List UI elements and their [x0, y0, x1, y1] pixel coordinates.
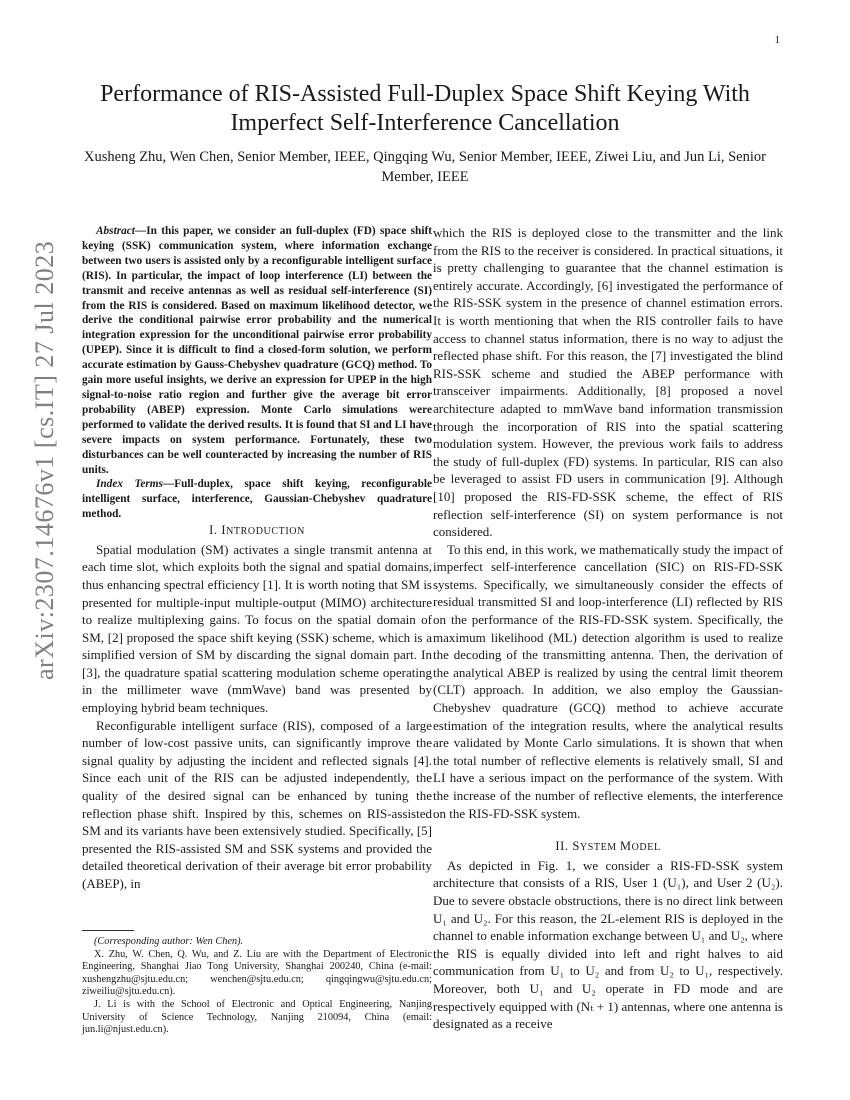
footnote-affiliation: X. Zhu, W. Chen, Q. Wu, and Z. Liu are with the Department of Electronic Engineering, Shanghai Jiao Tong University, Shanghai 200240, China (e-mail: xushengzhu@sjtu.edu.cn; wenchen@sjtu.edu.cn; qingqingwu@sjtu.edu.cn; ziweiliu@sjtu.edu.cn).	[82, 948, 432, 998]
footnote-corresponding: (Corresponding author: Wen Chen).	[94, 936, 244, 947]
index-terms-text: —Full-duplex, space shift keying, reconfigurable intelligent surface, interference, Gaussian-Chebyshev quadrature method.	[82, 478, 432, 521]
abstract	[82, 224, 432, 477]
abstract-label: Abstract	[96, 225, 135, 237]
index-terms	[82, 477, 432, 522]
body-paragraph: To this end, in this work, we mathematically study the impact of imperfect self-interference cancellation (SIC) on RIS-FD-SSK systems. Specifically, we simultaneously consider the effects of residual transmitted SI and loop-interference (LI) reflected by RIS on the performance of the RIS-FD-SSK system. Specifically, the maximum likelihood (ML) detection algorithm is used to realize the decoding of the transmitting antenna. Then, the derivation of the analytical ABEP is realized by using the central limit theorem (CLT) approach. In addition, we also employ the Gaussian-Chebyshev quadrature (GCQ) method to achieve accurate estimation of the integration results, where the analytical results are validated by Monte Carlo simulations. It is shown that when the total number of reflective elements is relatively small, SI and LI have a serious impact on the performance of the system. With the increase of the number of reflective elements, the interference on the RIS-FD-SSK system.	[433, 541, 783, 821]
author-list: Xusheng Zhu, Wen Chen, Senior Member, IEEE, Qingqing Wu, Senior Member, IEEE, Ziwei Liu, and Jun Li, Senior Member, IEEE	[84, 149, 766, 185]
body-paragraph: As depicted in Fig. 1, we consider a RIS-FD-SSK system architecture that consists of a RIS, User 1 (U₁), and User 2 (U₂). Due to severe obstacle obstructions, there is no direct link between U₁ and U₂. For this reason, the 2L-element RIS is deployed in the channel to enable information exchange between U₁ and U₂, where the RIS is equally divided into left and right halves to aid communication from U₁ to U₂ and from U₂ to U₁, respectively. Moreover, both U₁ and U₂ operate in FD mode and are respectively equipped with (Nₜ + 1) antennas, where one antenna is designated as a receive	[433, 857, 783, 1032]
left-column	[82, 224, 432, 893]
section-heading-introduction: I. INTRODUCTION	[209, 523, 305, 538]
footnotes	[82, 936, 432, 1037]
abstract-text: —In this paper, we consider an full-duplex (FD) space shift keying (SSK) communication system, where information exchange between two users is assisted only by a reconfigurable intelligent surface (RIS). In particular, the impact of loop interference (LI) between the transmit and receive antennas as well as residual self-interference (SI) from the RIS is considered. Based on maximum likelihood detector, we derive the conditional pairwise error probability and the numerical integration expression for the unconditional pairwise error probability (UPEP). Since it is difficult to find a closed-form solution, we perform accurate estimation by Gauss-Chebyshev quadrature (GCQ) method. To gain more useful insights, we derive an expression for UPEP in the high signal-to-noise ratio region and further give the average bit error probability (ABEP) expression. Monte Carlo simulations were performed to validate the derived results. It is found that SI and LI have severe impacts on system performance. Fortunately, these two disturbances can be well counteracted by increasing the number of RIS units.	[82, 225, 432, 476]
right-column	[433, 224, 783, 1033]
index-terms-label: Index Terms	[96, 478, 163, 491]
arxiv-identifier: arXiv:2307.14676v1 [cs.IT] 27 Jul 2023	[30, 240, 59, 680]
footnote-divider	[82, 930, 134, 931]
body-paragraph: Spatial modulation (SM) activates a single transmit antenna at each time slot, which exploits both the signal and spatial domains, thus enhancing spectral efficiency [1]. It is worth noting that SM is presented for multiple-input multiple-output (MIMO) architecture to realize multiplexing gains. To focus on the spatial domain of SM, [2] proposed the space shift keying (SSK) scheme, which is a simplified version of SM by discarding the signal domain part. In [3], the quadrature spatial scattering modulation scheme operating in the millimeter wave (mmWave) band was presented by employing hybrid beam techniques.	[82, 541, 432, 716]
paper-title: Performance of RIS-Assisted Full-Duplex Space Shift Keying With Imperfect Self-Interference Cancellation	[100, 81, 750, 136]
body-paragraph: Reconfigurable intelligent surface (RIS), composed of a large number of low-cost passive units, can significantly improve the signal quality by adjusting the incident and reflected signals [4]. Since each unit of the RIS can be adjusted independently, the quality of the desired signal can be enhanced by tuning the reflection phase shift. Inspired by this, schemes on RIS-assisted SM and its variants have been extensively studied. Specifically, [5] presented the RIS-assisted SM and SSK systems and provided the detailed theoretical derivation of their average bit error probability (ABEP), in	[82, 717, 432, 891]
footnote-affiliation: J. Li is with the School of Electronic and Optical Engineering, Nanjing University of Science Technology, Nanjing 210094, China (email: jun.li@njust.edu.cn).	[82, 998, 432, 1036]
section-heading-system-model: II. SYSTEM MODEL	[555, 839, 661, 854]
page-number: 1	[774, 34, 780, 46]
body-paragraph: which the RIS is deployed close to the transmitter and the link from the RIS to the receiver is considered. In practical situations, it is pretty challenging to guarantee that the channel estimation is entirely accurate. Accordingly, [6] investigated the performance of the RIS-SSK system in the presence of channel estimation errors. It is worth mentioning that when the RIS controller fails to have access to channel status information, there is no way to adjust the reflected phase shift. For this reason, the [7] investigated the blind RIS-SSK scheme and studied the ABEP performance with transceiver impairments. Additionally, [8] proposed a novel architecture adapted to mmWave band information transmission through the incorporation of RIS into the spatial scattering modulation system. However, the previous work fails to address the study of full-duplex (FD) systems. In particular, RIS can also be leveraged to assist FD users in communication [9]. Although [10] proposed the RIS-FD-SSK scheme, the effect of RIS reflection self-interference (SI) on system performance is not considered.	[433, 225, 783, 540]
